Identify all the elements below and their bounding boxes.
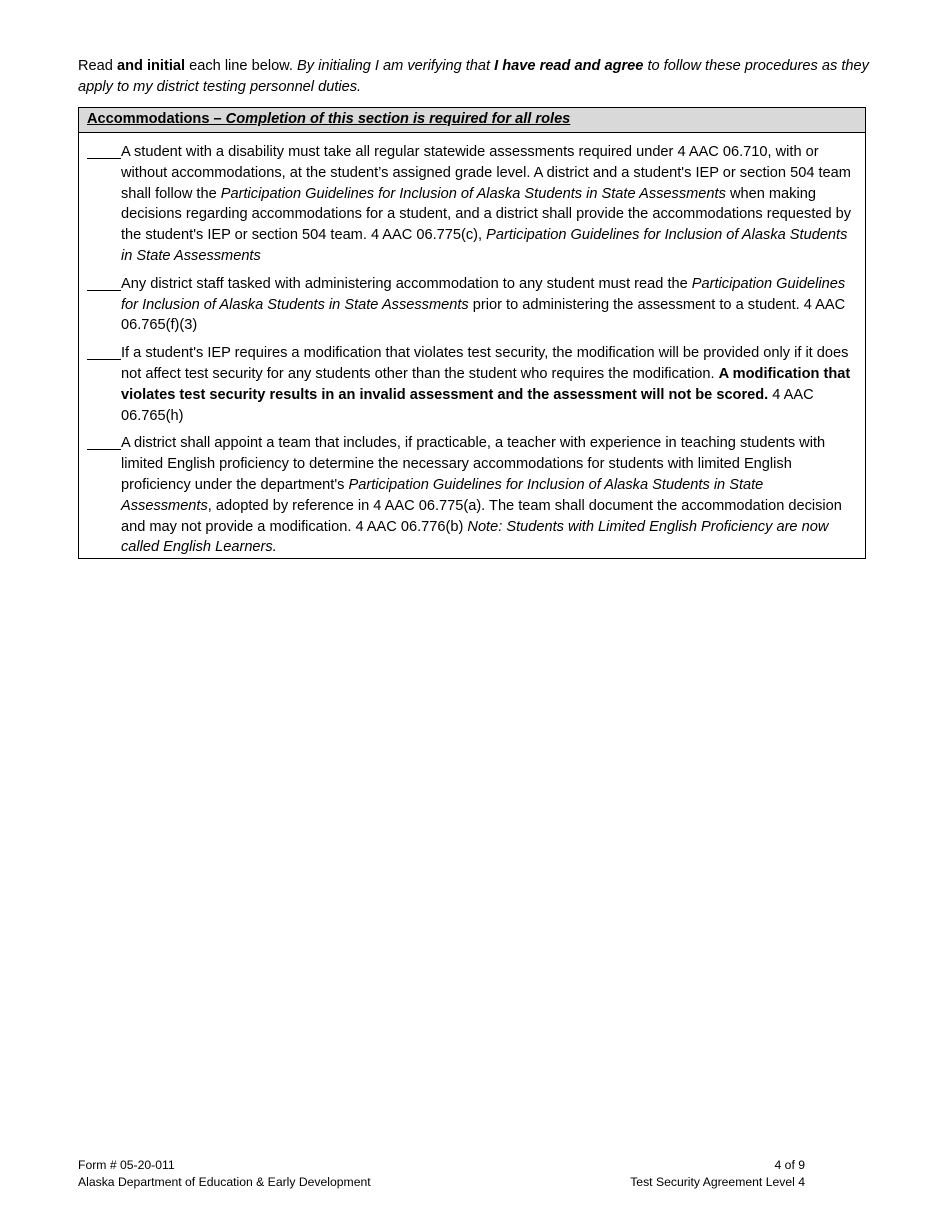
- department-name: Alaska Department of Education & Early Development: [78, 1175, 371, 1189]
- section-header: [79, 108, 865, 133]
- initial-blank-4[interactable]: [87, 433, 121, 450]
- initial-blank-2[interactable]: [87, 274, 121, 291]
- initial-item-3: [87, 343, 857, 426]
- intro-text-1: Read: [78, 58, 117, 74]
- item-3-text-b: 4 AAC 06.765(h): [121, 386, 814, 424]
- item-1-text-b: when making decisions regarding accommodations for a student, and a district shall provide the accommodations requested by the student's IEP or section 504 team. 4 AAC 06.775(c),: [121, 185, 852, 244]
- intro-bold-initial: and initial: [116, 58, 186, 74]
- initial-item-1: [87, 142, 857, 267]
- item-1-italic-a: Participation Guidelines for Inclusion of Alaska Students in State Assessments: [220, 185, 726, 202]
- intro-italic-1: By initialing I am verifying that: [297, 58, 495, 74]
- page-number: 4 of 9: [774, 1158, 805, 1172]
- item-3-bold: A modification that violates test security results in an invalid assessment and the assessment will not be scored.: [121, 365, 851, 403]
- initial-item-4: [87, 433, 857, 558]
- intro-bold-italic: I have read and agree: [494, 58, 644, 74]
- item-1-text-a: A student with a disability must take all regular statewide assessments required under 4 AAC 06.710, with or without accommodations, at the student’s assigned grade level. A district and a student's IEP or section 504 team shall follow the: [121, 144, 851, 202]
- footer-right: [630, 1157, 805, 1191]
- section-header-title: Accommodations –: [87, 111, 226, 127]
- intro-text-2: each line below.: [185, 58, 298, 74]
- initial-blank-1[interactable]: [87, 142, 121, 159]
- document-title: Test Security Agreement Level 4: [630, 1175, 805, 1189]
- intro-italic-2: to follow these procedures as they apply to my district testing personnel duties.: [78, 58, 869, 95]
- item-4-italic-a: Participation Guidelines for Inclusion of Alaska Students in State Assessments: [121, 476, 764, 514]
- item-4-text-a: A district shall appoint a team that includes, if practicable, a teacher with experience in teaching students with limited English proficiency to determine the necessary accommodations for students with limited English proficiency under the department's: [121, 435, 826, 493]
- item-2-italic-a: Participation Guidelines for Inclusion of Alaska Students in State Assessments: [121, 275, 846, 313]
- item-2-text-b: prior to administering the assessment to a student. 4 AAC 06.765(f)(3): [121, 296, 846, 334]
- form-number: Form # 05-20-011: [78, 1158, 175, 1172]
- item-3-text-a: If a student's IEP requires a modification that violates test security, the modification will be provided only if it does not affect test security for any students other than the student who requires the modification.: [121, 345, 849, 382]
- initial-items-list: [79, 133, 865, 558]
- footer-left: [78, 1157, 371, 1191]
- item-2-text-a: Any district staff tasked with administering accommodation to any student must read the: [121, 275, 692, 292]
- item-4-text-b: , adopted by reference in 4 AAC 06.775(a). The team shall document the accommodation decision and may not provide a modification. 4 AAC 06.776(b): [121, 497, 842, 535]
- item-4-italic-b: Note: Students with Limited English Proficiency are now called English Learners.: [121, 518, 829, 556]
- accommodations-section: [78, 107, 866, 559]
- initial-blank-3[interactable]: [87, 343, 121, 360]
- section-header-requirement: Completion of this section is required for all roles: [225, 111, 571, 127]
- item-1-italic-b: Participation Guidelines for Inclusion of Alaska Students in State Assessments: [121, 227, 848, 264]
- initial-item-2: [87, 274, 857, 336]
- instructions-paragraph: [78, 56, 873, 98]
